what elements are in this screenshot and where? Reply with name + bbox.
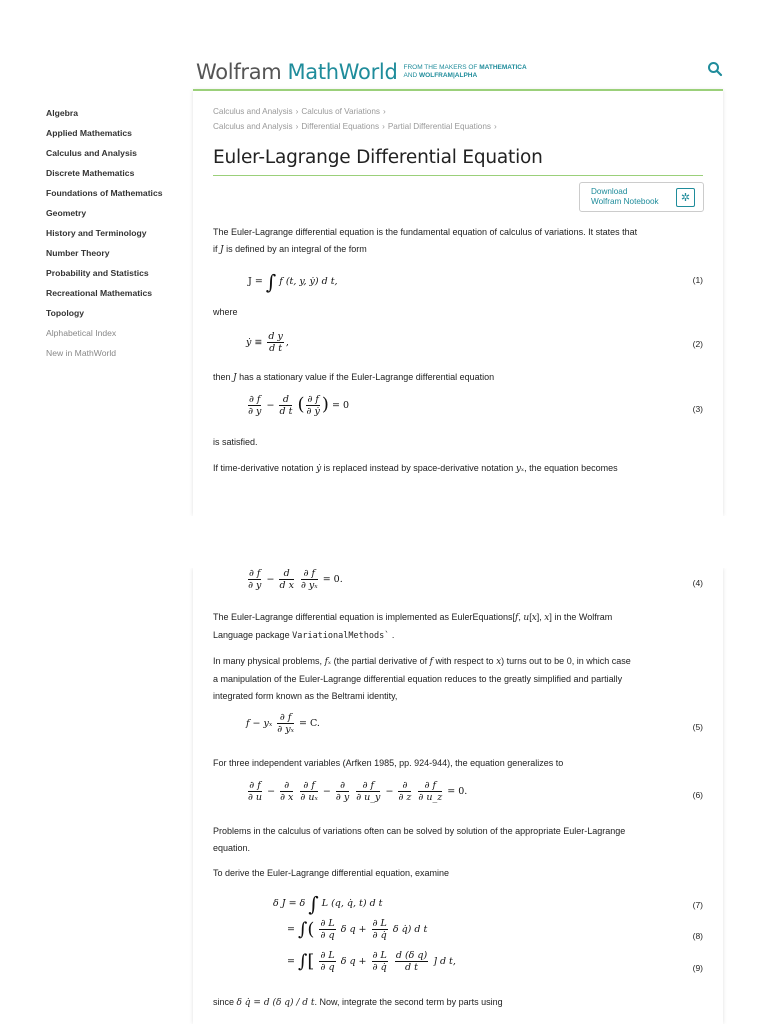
logo-mathworld-text: MathWorld <box>287 60 398 84</box>
paragraph-beltrami-intro: In many physical problems, fₓ (the partial derivative of f with respect to x) turns out to be 0, in which case a manipulation of the Euler-Lagrange differential equation reduces to the greatly simplified and partially integrated form known as the Beltrami identity, <box>213 656 631 701</box>
sidebar-item-history-and-terminology[interactable]: History and Terminology <box>46 228 147 238</box>
equation-9: = ∫[ $\frac{\partial L}{\partial q}$ δ q + $\frac{\partial L}{\partial q̇}$ $\frac{\text{d (δ q)}}{\text{d t}}$ ] d t, (9) <box>287 950 703 973</box>
paragraph-implementation: The Euler-Lagrange differential equation is implemented as EulerEquations[f, u[x], x] in the Wolfram Language package VariationalMethods` . <box>213 612 613 641</box>
breadcrumb-separator: › <box>493 122 497 131</box>
title-rule <box>213 175 703 176</box>
paragraph-derive: To derive the Euler-Lagrange differential equation, examine <box>213 868 449 878</box>
equation-1: J = ∫ f (t, y, ẏ) d t, (1) <box>248 270 703 294</box>
breadcrumb-separator: › <box>382 122 385 131</box>
sidebar-nav <box>46 103 186 363</box>
mathworld-logo[interactable] <box>196 56 527 84</box>
code-package-name: VariationalMethods` <box>292 631 390 641</box>
breadcrumb-link[interactable]: Calculus of Variations <box>301 107 380 116</box>
equation-6: $\frac{\partial f}{\partial u}$ − $\frac{\partial}{\partial x}$ $\frac{\partial f}{\text{∂ uₓ}}$ − $\frac{\partial}{\partial y}$ $\frac{\partial f}{\partial u\_y}$ − $\frac{\partial}{\partial z}$ $\frac{\partial f}{\partial u\_z}$ = 0. (6) <box>248 780 703 803</box>
search-icon[interactable] <box>707 61 723 77</box>
equation-3: $\frac{\partial f}{\partial y}$ − $\frac{d}{\text{d t}}$ ( $\frac{\partial f}{\text{∂ ẏ}}$ ) = 0 (3) <box>248 394 703 417</box>
equation-5: f − yₓ $\frac{\partial f}{\text{∂ yₓ}}$ = C. (5) <box>246 712 703 735</box>
page-title: Euler-Lagrange Differential Equation <box>213 147 543 168</box>
paragraph-intro: The Euler-Lagrange differential equation is the fundamental equation of calculus of variations. It states that if J is defined by an integral of the form <box>213 227 638 255</box>
breadcrumb-separator: › <box>295 122 299 131</box>
paragraph-stationary: then J has a stationary value if the Euler-Lagrange differential equation <box>213 372 495 383</box>
sidebar-item-probability-and-statistics[interactable]: Probability and Statistics <box>46 268 149 278</box>
paragraph-where: where <box>213 307 238 317</box>
sidebar-item-topology[interactable]: Topology <box>46 308 85 318</box>
breadcrumb-link[interactable]: Calculus and Analysis <box>213 107 293 116</box>
breadcrumb-link[interactable]: Partial Differential Equations <box>387 122 491 131</box>
breadcrumb <box>213 122 500 131</box>
sidebar-item-recreational-mathematics[interactable]: Recreational Mathematics <box>46 288 153 298</box>
sidebar-item-algebra[interactable]: Algebra <box>46 108 78 118</box>
paragraph-problems: Problems in the calculus of variations often can be solved by solution of the appropriate Euler-Lagrange equation. <box>213 826 626 853</box>
paragraph-satisfied: is satisfied. <box>213 437 258 447</box>
equation-7: δ J = δ ∫ L (q, q̇, t) d t (7) <box>273 892 703 916</box>
sidebar-item-foundations-of-mathematics[interactable]: Foundations of Mathematics <box>46 188 163 198</box>
download-label: Download Wolfram Notebook <box>591 187 659 206</box>
sidebar-item-geometry[interactable]: Geometry <box>46 208 87 218</box>
breadcrumb <box>213 107 389 116</box>
logo-wolfram-text: Wolfram <box>196 60 282 84</box>
sidebar-item-alphabetical-index[interactable]: Alphabetical Index <box>46 328 117 338</box>
breadcrumb-link[interactable]: Calculus and Analysis <box>213 122 293 131</box>
equation-2: ẏ ≡ $\frac{\text{d y}}{\text{d t}}$ , (2) <box>246 331 703 354</box>
header-rule <box>193 89 723 91</box>
sidebar-item-discrete-mathematics[interactable]: Discrete Mathematics <box>46 168 135 178</box>
page-break-gap <box>0 516 768 568</box>
breadcrumb-link[interactable]: Differential Equations <box>301 122 380 131</box>
notebook-icon: ✲ <box>676 188 695 207</box>
sidebar-item-new-in-mathworld[interactable]: New in MathWorld <box>46 348 117 358</box>
sidebar-item-number-theory[interactable]: Number Theory <box>46 248 110 258</box>
sidebar-item-calculus-and-analysis[interactable]: Calculus and Analysis <box>46 148 137 158</box>
breadcrumb-separator: › <box>295 107 299 116</box>
paragraph-three-variables: For three independent variables (Arfken 1985, pp. 924-944), the equation generalizes to <box>213 758 564 768</box>
breadcrumb-separator: › <box>382 107 386 116</box>
equation-4: $\frac{\partial f}{\partial y}$ − $\frac{d}{\text{d x}}$ $\frac{\partial f}{\text{∂ yₓ}}$ = 0. (4) <box>248 568 703 591</box>
logo-tagline: FROM THE MAKERS OF MATHEMATICA AND WOLFRAM|ALPHA <box>403 64 527 79</box>
download-notebook-button[interactable] <box>579 182 704 212</box>
equation-8: = ∫( $\frac{\partial L}{\partial q}$ δ q + $\frac{\partial L}{\partial q̇}$ δ q̇) d t (8) <box>287 918 703 941</box>
sidebar-item-applied-mathematics[interactable]: Applied Mathematics <box>46 128 132 138</box>
paragraph-space-derivative: If time-derivative notation ẏ is replaced instead by space-derivative notation yₓ, the equation becomes <box>213 463 618 474</box>
paragraph-integrate-by-parts: since δ q̇ = d (δ q) / d t. Now, integrate the second term by parts using <box>213 997 503 1008</box>
